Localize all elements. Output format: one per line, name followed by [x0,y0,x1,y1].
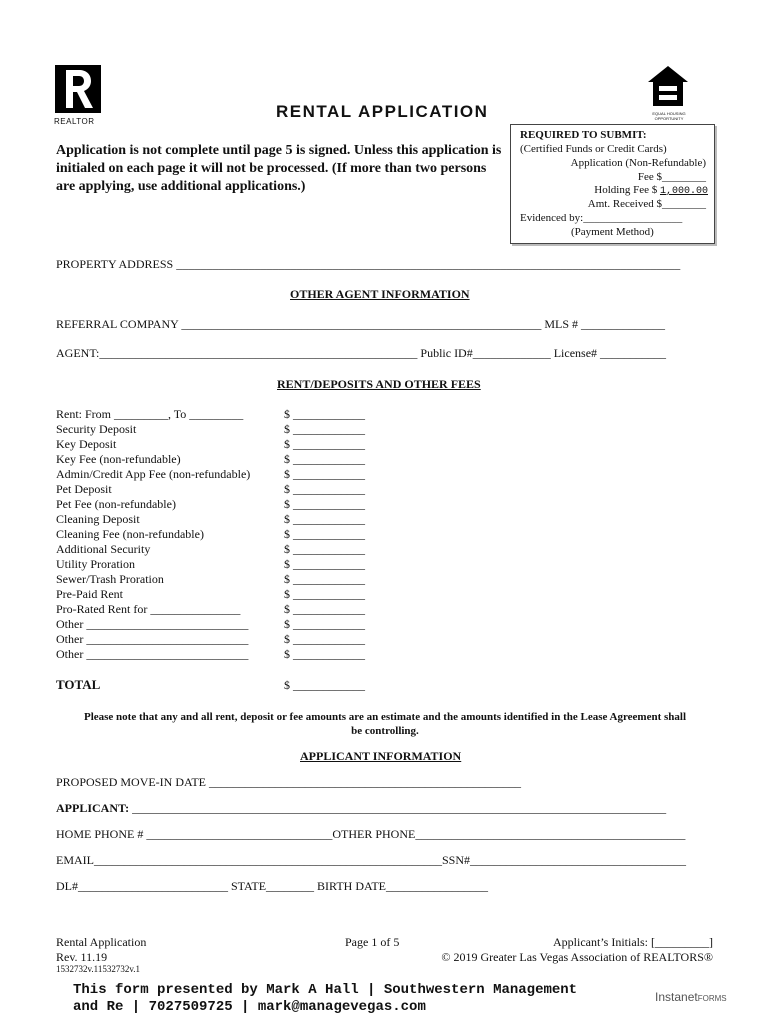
applicant-blank[interactable]: _________________________________________________________________________________________ [129,801,667,815]
agent-section-heading: OTHER AGENT INFORMATION [290,287,470,301]
phone-fields[interactable]: HOME PHONE # _______________________________OTHER PHONE_____________________________________________ [56,827,686,841]
footer-rev: Rev. 11.19 [56,950,108,964]
fee-amount-field[interactable]: $ ____________ [284,542,365,556]
fee-label[interactable]: Other ___________________________ [56,647,249,661]
fee-amount-field[interactable]: $ ____________ [284,587,365,601]
fees-labels [56,407,250,662]
fee-label[interactable]: Rent: From _________, To _________ [56,407,244,421]
fee-label: Additional Security [56,542,151,556]
referral-company-field[interactable]: REFERRAL COMPANY ____________________________________________________________ MLS # ______________ [56,317,666,331]
agent-field[interactable]: AGENT:_____________________________________________________ Public ID#_____________ License# ___________ [56,346,667,360]
fees-note: Please note that any and all rent, deposit or fee amounts are an estimate and the amounts identified in the Lease Agreement shall be controlling. [83,711,687,737]
property-address-field[interactable]: PROPERTY ADDRESS ____________________________________________________________________________________ [56,257,681,271]
fee-label[interactable]: Other ___________________________ [56,632,249,646]
applicant-field[interactable] [56,801,666,816]
fee-label: Pet Deposit [56,482,112,496]
dl-state-birth-fields[interactable]: DL#_________________________ STATE________ BIRTH DATE_________________ [56,879,488,893]
required-line-1: (Certified Funds or Credit Cards) [520,143,667,155]
realtor-logo-text: REALTOR [54,117,95,126]
fee-label: Cleaning Fee (non-refundable) [56,527,204,541]
holding-fee-label: Holding Fee [594,184,649,196]
applicant-section-heading: APPLICANT INFORMATION [300,749,462,763]
fee-label: Pet Fee (non-refundable) [56,497,176,511]
page-title: RENTAL APPLICATION [276,102,489,121]
fee-label[interactable]: Other ___________________________ [56,617,249,631]
fee-amount-field[interactable]: $ ____________ [284,422,365,436]
email-ssn-fields[interactable]: EMAIL__________________________________________________________SSN#____________________________________ [56,853,687,867]
realtor-r-icon [54,64,102,114]
fee-amount-field[interactable]: $ ____________ [284,572,365,586]
instanet-suffix: FORMS [697,994,727,1003]
fee-amount-field[interactable]: $ ____________ [284,632,365,646]
fee-amount-field[interactable]: $ ____________ [284,452,365,466]
fee-label: Security Deposit [56,422,137,436]
footer-page: Page 1 of 5 [345,935,400,949]
equal-housing-logo [646,64,696,120]
fee-amount-field[interactable]: $ ____________ [284,407,365,421]
fees-section-heading: RENT/DEPOSITS AND OTHER FEES [277,377,481,391]
instanet-brand: Instanet [655,990,698,1004]
fees-amounts [284,407,365,662]
presented-line-2: and Re | 7027509725 | mark@managevegas.com [73,999,426,1015]
realtor-logo [54,64,102,126]
fee-amount-field[interactable]: $ ____________ [284,647,365,661]
equal-housing-icon [646,64,690,108]
equal-housing-text: EQUAL HOUSING OPPORTUNITY [652,111,686,121]
fee-label: Utility Proration [56,557,135,571]
applicant-label: APPLICANT: [56,801,130,815]
fee-label: Key Fee (non-refundable) [56,452,181,466]
required-line-6: Evidenced by:__________________ [520,212,683,224]
fee-amount-field[interactable]: $ ____________ [284,512,365,526]
fee-amount-field[interactable]: $ ____________ [284,557,365,571]
presented-by [73,982,577,1016]
required-line-5: Amt. Received $________ [587,198,706,210]
required-submit-box: REQUIRED TO SUBMIT: (Certified Funds or Credit Cards) Application (Non-Refundable) Fee $________ Holding Fee $ 1,000.00 Amt. Received $________ Evidenced by:__________________ (Payment Method) [510,124,715,244]
fee-amount-field[interactable]: $ ____________ [284,437,365,451]
holding-fee-row: Holding Fee $ 1,000.00 [594,184,708,197]
fee-label: Admin/Credit App Fee (non-refundable) [56,467,251,481]
required-heading: REQUIRED TO SUBMIT [520,129,643,141]
total-amount-field[interactable]: $ ____________ [284,678,365,692]
holding-fee-value[interactable]: 1,000.00 [659,186,708,197]
required-line-2: Application (Non-Refundable) [570,157,706,169]
footer-copyright: © 2019 Greater Las Vegas Association of REALTORS® [441,950,713,964]
total-label: TOTAL [56,677,101,692]
footer-initials[interactable]: Applicant’s Initials: [_________] [553,935,713,949]
fee-amount-field[interactable]: $ ____________ [284,497,365,511]
fee-amount-field[interactable]: $ ____________ [284,527,365,541]
required-line-7: (Payment Method) [571,226,654,238]
move-in-date-field[interactable]: PROPOSED MOVE-IN DATE ____________________________________________________ [56,775,522,789]
fee-amount-field[interactable]: $ ____________ [284,602,365,616]
footer-doc-name: Rental Application [56,935,147,949]
fee-label: Cleaning Deposit [56,512,140,526]
fee-label: Key Deposit [56,437,117,451]
required-line-3: Fee $________ [637,171,706,183]
fee-amount-field[interactable]: $ ____________ [284,482,365,496]
fee-amount-field[interactable]: $ ____________ [284,467,365,481]
presented-line-1: This form presented by Mark A Hall | Southwestern Management [73,982,578,998]
fee-label: Sewer/Trash Proration [56,572,164,586]
fee-label: Pre-Paid Rent [56,587,123,601]
footer-code: 1532732v.11532732v.1 [56,964,140,974]
intro-text: Application is not complete until page 5 is signed. Unless this application is initialed on each page it will not be processed. (If more than two persons are applying, use additional applications.) [56,143,502,194]
fee-label[interactable]: Pro-Rated Rent for _______________ [56,602,241,616]
instanet-logo [655,990,727,1004]
fee-amount-field[interactable]: $ ____________ [284,617,365,631]
